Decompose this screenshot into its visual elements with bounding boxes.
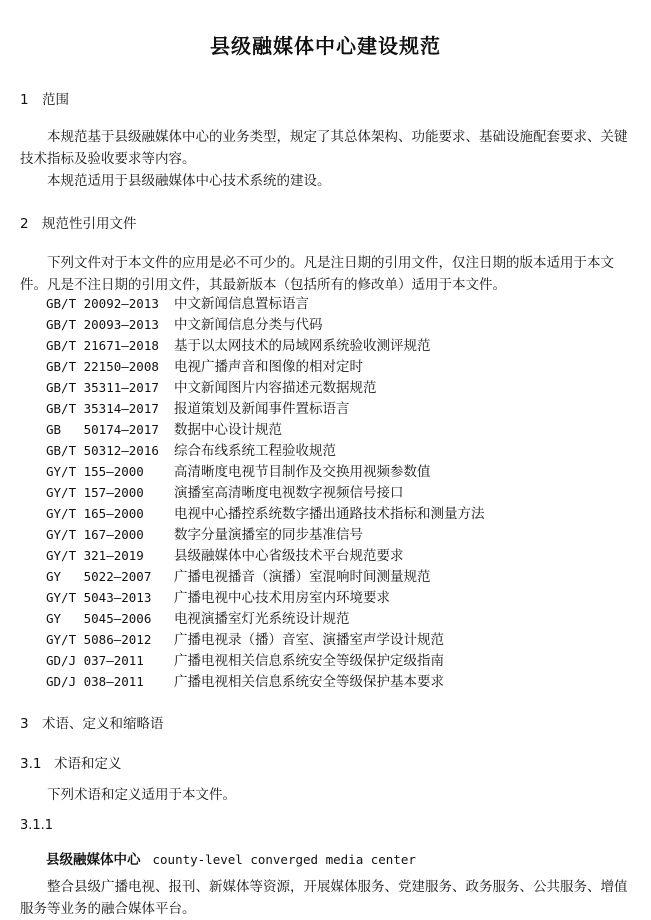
reference-item bbox=[46, 504, 485, 524]
section-2-number: 2 bbox=[20, 216, 29, 232]
reference-title: 中文新闻信息置标语言 bbox=[174, 296, 309, 312]
reference-code: GY 5045—2006 bbox=[46, 611, 152, 626]
reference-code: GB/T 20092—2013 bbox=[46, 296, 159, 311]
reference-item bbox=[46, 441, 336, 461]
reference-title: 电视中心播控系统数字播出通路技术指标和测量方法 bbox=[174, 506, 485, 522]
reference-code: GY/T 5043—2013 bbox=[46, 590, 152, 605]
reference-item bbox=[46, 651, 444, 671]
reference-item bbox=[46, 672, 444, 692]
section-3-1-heading bbox=[20, 752, 122, 772]
section-3-1-title: 术语和定义 bbox=[54, 756, 122, 772]
term-chinese: 县级融媒体中心 bbox=[46, 852, 141, 868]
reference-title: 广播电视中心技术用房室内环境要求 bbox=[174, 590, 390, 606]
reference-item bbox=[46, 378, 377, 398]
reference-item bbox=[46, 567, 431, 587]
section-3-1-intro: 下列术语和定义适用于本文件。 bbox=[47, 787, 236, 803]
reference-title: 广播电视播音（演播）室混响时间测量规范 bbox=[174, 569, 431, 585]
reference-title: 电视演播室灯光系统设计规范 bbox=[174, 611, 350, 627]
reference-title: 广播电视相关信息系统安全等级保护定级指南 bbox=[174, 653, 444, 669]
reference-title: 电视广播声音和图像的相对定时 bbox=[174, 359, 363, 375]
reference-title: 基于以太网技术的局域网系统验收测评规范 bbox=[174, 338, 431, 354]
reference-code: GY/T 155—2000 bbox=[46, 464, 144, 479]
reference-code: GB/T 35311—2017 bbox=[46, 380, 159, 395]
section-2-heading bbox=[20, 212, 137, 232]
section-2-intro: 下列文件对于本文件的应用是必不可少的。凡是注日期的引用文件，仅注日期的版本适用于本文件。凡是不注日期的引用文件，其最新版本（包括所有的修改单）适用于本文件。 bbox=[20, 255, 614, 293]
reference-code: GB/T 35314—2017 bbox=[46, 401, 159, 416]
section-3-1-number: 3.1 bbox=[20, 756, 42, 772]
reference-item bbox=[46, 294, 309, 314]
section-2-title: 规范性引用文件 bbox=[42, 216, 137, 232]
section-1-paragraph-1: 本规范基于县级融媒体中心的业务类型，规定了其总体架构、功能要求、基础设施配套要求、关键技术指标及验收要求等内容。 bbox=[20, 129, 628, 167]
reference-item bbox=[46, 588, 390, 608]
reference-title: 县级融媒体中心省级技术平台规范要求 bbox=[174, 548, 404, 564]
reference-code: GY/T 321—2019 bbox=[46, 548, 144, 563]
reference-title: 数据中心设计规范 bbox=[174, 422, 282, 438]
reference-title: 数字分量演播室的同步基准信号 bbox=[174, 527, 363, 543]
reference-code: GB/T 21671—2018 bbox=[46, 338, 159, 353]
reference-code: GY/T 167—2000 bbox=[46, 527, 144, 542]
reference-code: GY/T 157—2000 bbox=[46, 485, 144, 500]
reference-title: 演播室高清晰度电视数字视频信号接口 bbox=[174, 485, 404, 501]
reference-code: GD/J 038—2011 bbox=[46, 674, 144, 689]
term-english: county-level converged media center bbox=[152, 852, 416, 867]
term-number: 3.1.1 bbox=[20, 818, 54, 833]
section-1-title: 范围 bbox=[42, 92, 69, 108]
reference-item bbox=[46, 315, 323, 335]
reference-item bbox=[46, 546, 404, 566]
reference-title: 广播电视相关信息系统安全等级保护基本要求 bbox=[174, 674, 444, 690]
reference-code: GB 50174—2017 bbox=[46, 422, 159, 437]
reference-code: GD/J 037—2011 bbox=[46, 653, 144, 668]
reference-code: GY/T 5086—2012 bbox=[46, 632, 152, 647]
reference-code: GY 5022—2007 bbox=[46, 569, 152, 584]
section-1-heading bbox=[20, 88, 69, 108]
reference-title: 高清晰度电视节目制作及交换用视频参数值 bbox=[174, 464, 431, 480]
section-3-number: 3 bbox=[20, 716, 29, 732]
section-1-number: 1 bbox=[20, 92, 29, 108]
reference-item bbox=[46, 420, 282, 440]
term-entry bbox=[46, 848, 416, 868]
reference-item bbox=[46, 525, 363, 545]
document-title: 县级融媒体中心建设规范 bbox=[210, 34, 441, 58]
reference-item bbox=[46, 609, 350, 629]
section-3-title: 术语、定义和缩略语 bbox=[42, 716, 164, 732]
term-definition: 整合县级广播电视、报刊、新媒体等资源，开展媒体服务、党建服务、政务服务、公共服务、增值服务等业务的融合媒体平台。 bbox=[20, 879, 628, 917]
reference-code: GB/T 22150—2008 bbox=[46, 359, 159, 374]
reference-code: GB/T 20093—2013 bbox=[46, 317, 159, 332]
reference-item bbox=[46, 336, 431, 356]
reference-title: 报道策划及新闻事件置标语言 bbox=[174, 401, 350, 417]
section-1-paragraph-2: 本规范适用于县级融媒体中心技术系统的建设。 bbox=[47, 173, 331, 189]
reference-item bbox=[46, 483, 404, 503]
reference-title: 综合布线系统工程验收规范 bbox=[174, 443, 336, 459]
reference-item bbox=[46, 630, 444, 650]
reference-code: GB/T 50312—2016 bbox=[46, 443, 159, 458]
reference-code: GY/T 165—2000 bbox=[46, 506, 144, 521]
reference-title: 广播电视录（播）音室、演播室声学设计规范 bbox=[174, 632, 444, 648]
reference-item bbox=[46, 357, 363, 377]
reference-title: 中文新闻图片内容描述元数据规范 bbox=[174, 380, 377, 396]
section-3-heading bbox=[20, 712, 164, 732]
reference-title: 中文新闻信息分类与代码 bbox=[174, 317, 323, 333]
reference-item bbox=[46, 399, 350, 419]
reference-item bbox=[46, 462, 431, 482]
